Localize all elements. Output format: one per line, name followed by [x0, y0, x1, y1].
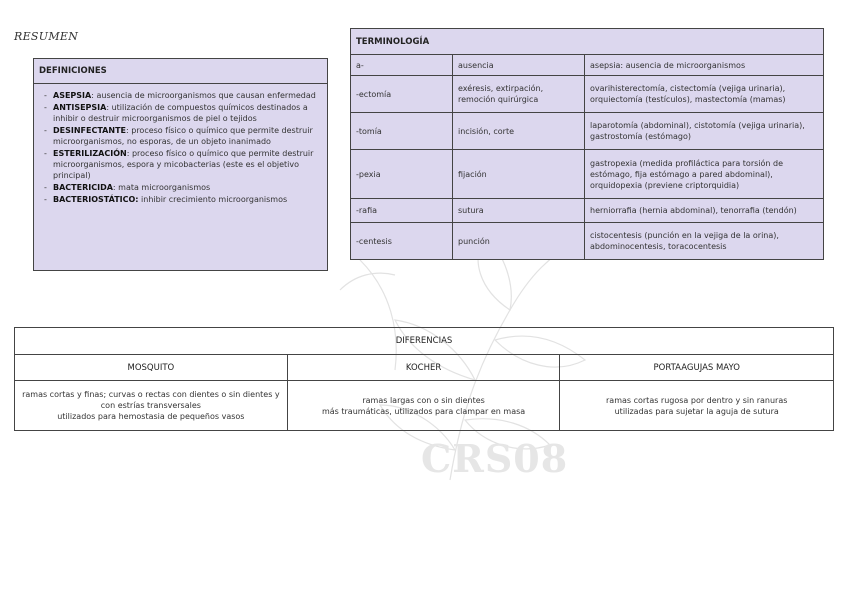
suffix-cell: -rafia: [351, 199, 453, 223]
table-row: [351, 113, 824, 150]
table-row: [351, 199, 824, 223]
kocher-cell: [287, 381, 560, 431]
table-row: [351, 55, 824, 76]
kocher-desc: ramas largas con o sin dientes: [362, 395, 485, 405]
def-text: ausencia de microorganismos que causan enfermedad: [96, 91, 316, 100]
diferencias-title: DIFERENCIAS: [15, 328, 834, 355]
column-header-portaagujas: PORTAAGUJAS MAYO: [560, 355, 834, 381]
definiciones-header: DEFINICIONES: [34, 59, 327, 84]
def-term: DESINFECTANTE: [53, 126, 126, 135]
definiciones-list: [34, 90, 327, 205]
def-text: utilización de compuestos químicos destinados a inhibir o destruir microorganismos de piel o tejidos: [53, 103, 308, 123]
def-term: ANTISEPSIA: [53, 103, 107, 112]
meaning-cell: punción: [453, 223, 585, 260]
def-sep: :: [106, 103, 112, 112]
suffix-cell: a-: [351, 55, 453, 76]
example-cell: laparotomía (abdominal), cistotomía (vejiga urinaria), gastrostomía (estómago): [585, 113, 824, 150]
diferencias-table: [14, 327, 834, 431]
table-row: [351, 223, 824, 260]
watermark-text: CRS08: [421, 436, 569, 481]
list-item: [44, 102, 321, 124]
def-term: BACTERIOSTÁTICO:: [53, 195, 139, 204]
example-cell: asepsia: ausencia de microorganismos: [585, 55, 824, 76]
column-header-kocher: KOCHER: [287, 355, 560, 381]
meaning-cell: fijación: [453, 150, 585, 199]
resumen-title: RESUMEN: [14, 30, 79, 43]
portaagujas-use: utilizadas para sujetar la aguja de sutura: [614, 406, 779, 416]
def-sep: :: [126, 149, 132, 158]
meaning-cell: ausencia: [453, 55, 585, 76]
column-header-mosquito: MOSQUITO: [15, 355, 288, 381]
mosquito-desc: ramas cortas y finas; curvas o rectas con dientes o sin dientes y con estrías transversales: [22, 390, 280, 410]
example-cell: herniorrafia (hernia abdominal), tenorrafia (tendón): [585, 199, 824, 223]
suffix-cell: -centesis: [351, 223, 453, 260]
table-header-row: [351, 29, 824, 55]
kocher-use: más traumáticas, utilizados para clampar en masa: [321, 406, 526, 416]
def-sep: :: [112, 183, 119, 192]
terminologia-table: [350, 28, 824, 260]
def-sep: :: [91, 91, 97, 100]
terminologia-header: TERMINOLOGÍA: [351, 29, 824, 55]
table-row: [351, 76, 824, 113]
list-item: [44, 125, 321, 147]
def-term: ESTERILIZACIÓN: [53, 149, 127, 158]
mosquito-use: utilizados para hemostasia de pequeños vasos: [57, 412, 245, 421]
definiciones-box: [33, 58, 328, 271]
list-item: [44, 90, 321, 101]
def-term: BACTERICIDA: [53, 183, 113, 192]
portaagujas-cell: [560, 381, 834, 431]
list-item: [44, 182, 321, 193]
meaning-cell: sutura: [453, 199, 585, 223]
suffix-cell: -tomía: [351, 113, 453, 150]
table-header-row: [15, 355, 834, 381]
mosquito-cell: [15, 381, 288, 431]
table-header-row: [15, 328, 834, 355]
def-text: mata microorganismos: [118, 183, 211, 192]
suffix-cell: -ectomía: [351, 76, 453, 113]
suffix-cell: -pexia: [351, 150, 453, 199]
def-sep: :: [125, 126, 132, 135]
def-text: proceso físico o químico que permite destruir microorganismos, no esporas, de un objeto inanimado: [53, 126, 313, 146]
example-cell: gastropexia (medida profiláctica para torsión de estómago, fija estómago a pared abdominal), orquidopexia (previene criptorquidia): [585, 150, 824, 199]
def-text: inhibir crecimiento microorganismos: [141, 195, 288, 204]
meaning-cell: incisión, corte: [453, 113, 585, 150]
table-row: [351, 150, 824, 199]
example-cell: cistocentesis (punción en la vejiga de la orina), abdominocentesis, toracocentesis: [585, 223, 824, 260]
table-row: [15, 381, 834, 431]
def-text: proceso físico o químico que permite destruir microorganismos, espora y micobacterias (este es el objetivo principal): [53, 149, 314, 180]
def-term: ASEPSIA: [53, 91, 92, 100]
meaning-cell: exéresis, extirpación, remoción quirúrgica: [453, 76, 585, 113]
list-item: [44, 148, 321, 181]
example-cell: ovarihisterectomía, cistectomía (vejiga urinaria), orquiectomía (testículos), mastectomía (mamas): [585, 76, 824, 113]
portaagujas-desc: ramas cortas rugosa por dentro y sin ranuras: [606, 395, 788, 405]
list-item: [44, 194, 321, 205]
